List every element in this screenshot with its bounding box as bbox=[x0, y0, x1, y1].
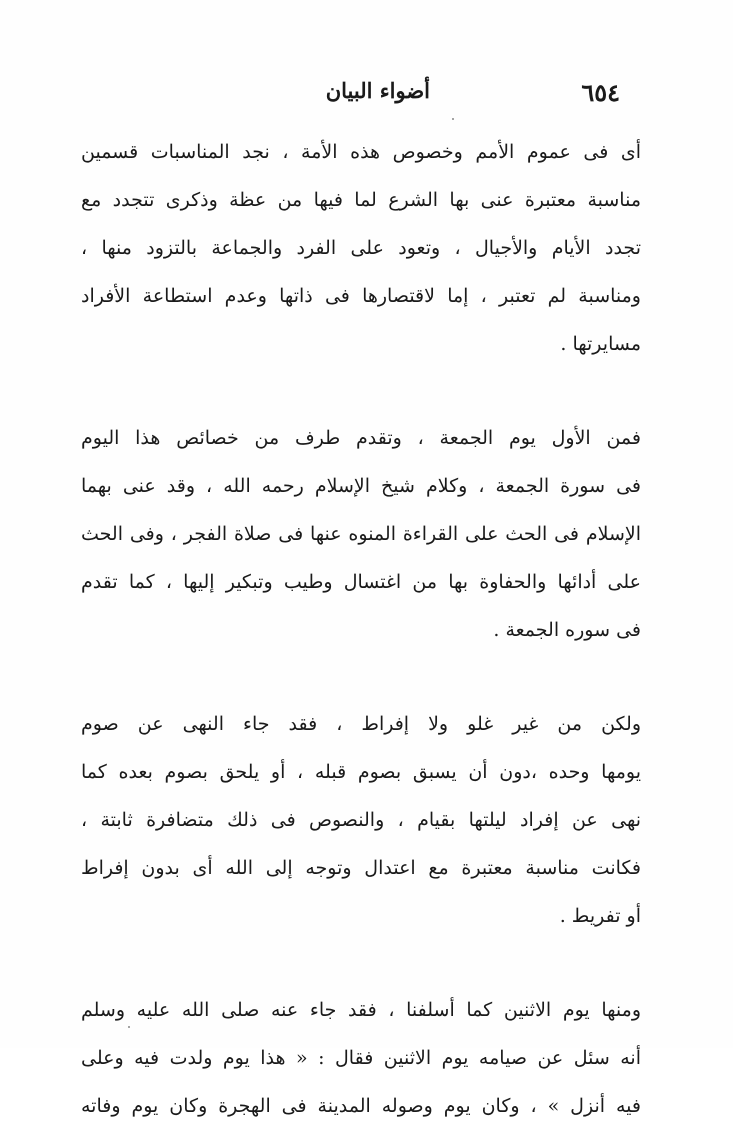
text-line: أنه سئل عن صيامه يوم الاثنين فقال : « هذا يوم ولدت فيه وعلى bbox=[81, 1047, 641, 1069]
text-line: مناسبة معتبرة عنى بها الشرع لما فيها من عظة وذكرى تتجدد مع bbox=[81, 189, 641, 211]
text-line: ولكن من غير غلو ولا إفراط ، فقد جاء النهى عن صوم bbox=[81, 713, 641, 735]
text-line: فى سورة الجمعة ، وكلام شيخ الإسلام رحمه الله ، وقد عنى بهما bbox=[81, 475, 641, 497]
text-line: الإسلام فى الحث على القراءة المنوه عنها فى صلاة الفجر ، وفى الحث bbox=[81, 523, 641, 545]
text-line: فمن الأول يوم الجمعة ، وتقدم طرف من خصائص هذا اليوم bbox=[81, 427, 641, 449]
text-line: نهى عن إفراد ليلتها بقيام ، والنصوص فى ذلك متضافرة ثابتة ، bbox=[81, 809, 641, 831]
text-line: يومها وحده ،دون أن يسبق بصوم قبله ، أو يلحق بصوم بعده كما bbox=[81, 761, 641, 783]
page-number: ٦٥٤ bbox=[581, 78, 620, 107]
running-title: أضواء البيان bbox=[325, 78, 430, 103]
text-line: فى سوره الجمعة . bbox=[493, 619, 641, 641]
text-line: فيه أنزل » ، وكان يوم وصوله المدينة فى الهجرة وكان يوم وفاته bbox=[81, 1095, 641, 1117]
paragraph-gap bbox=[81, 654, 641, 700]
paragraph-1 bbox=[81, 128, 641, 368]
paragraph-2 bbox=[81, 414, 641, 654]
text-line: مسايرتها . bbox=[560, 333, 641, 355]
text-line: أو تفريط . bbox=[559, 905, 641, 927]
paragraph-gap bbox=[81, 940, 641, 986]
scan-speck bbox=[128, 1026, 130, 1028]
text-line: على أدائها والحفاوة بها من اغتسال وطيب وتبكير إليها ، كما تقدم bbox=[81, 571, 641, 593]
text-line: ومنها يوم الاثنين كما أسلفنا ، فقد جاء عنه صلى الله عليه وسلم bbox=[81, 999, 641, 1021]
paragraph-4 bbox=[81, 986, 641, 1130]
page-header bbox=[140, 78, 620, 118]
text-line: تجدد الأيام والأجيال ، وتعود على الفرد والجماعة بالتزود منها ، bbox=[81, 237, 641, 259]
paragraph-gap bbox=[81, 368, 641, 414]
scan-speck bbox=[452, 118, 454, 120]
paragraph-3 bbox=[81, 700, 641, 940]
text-line: ومناسبة لم تعتبر ، إما لاقتصارها فى ذاتها وعدم استطاعة الأفراد bbox=[81, 285, 641, 307]
text-line: فكانت مناسبة معتبرة مع اعتدال وتوجه إلى الله أى بدون إفراط bbox=[81, 857, 641, 879]
body-text bbox=[81, 128, 641, 1130]
text-line: أى فى عموم الأمم وخصوص هذه الأمة ، نجد المناسبات قسمين bbox=[81, 141, 641, 163]
